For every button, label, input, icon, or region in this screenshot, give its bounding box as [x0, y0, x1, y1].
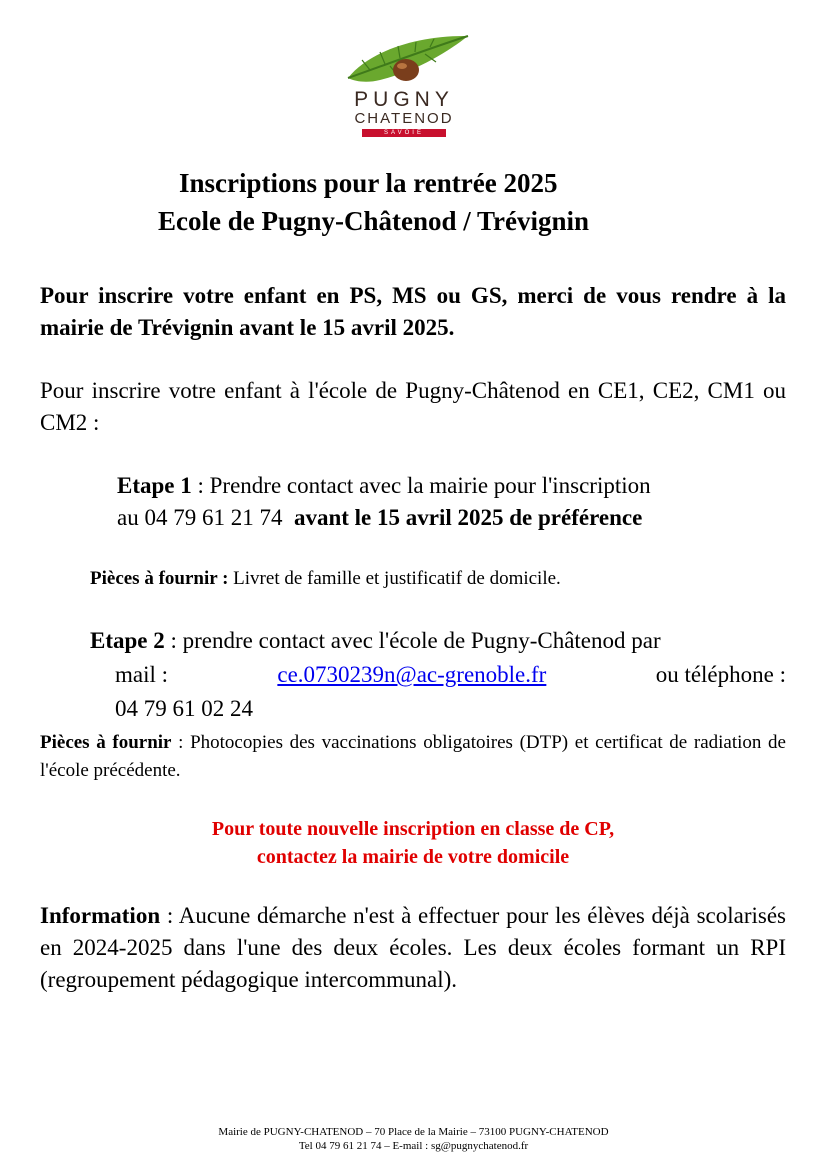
- pieces1-line: [90, 565, 561, 593]
- elementaire-intro: Pour inscrire votre enfant à l'école de Pugny-Châtenod en CE1, CE2, CM1 ou CM2 :: [40, 378, 786, 435]
- information-text: : Aucune démarche n'est à effectuer pour les élèves déjà scolarisés en 2024-2025 dans l'une des deux écoles. Les deux écoles formant un RPI (regroupement pédagogique intercommunal).: [40, 903, 786, 992]
- logo-region-band: SAVOIE: [362, 129, 446, 137]
- etape2-phone-label: ou téléphone :: [655, 662, 786, 687]
- maternelle-paragraph: Pour inscrire votre enfant en PS, MS ou GS, merci de vous rendre à la mairie de Trévignin avant le 15 avril 2025.: [40, 283, 786, 340]
- cp-notice-line2: contactez la mairie de votre domicile: [256, 846, 570, 868]
- etape1-deadline: avant le 15 avril 2025 de préférence: [293, 505, 643, 530]
- cp-notice: [40, 815, 786, 871]
- information-paragraph: [40, 900, 786, 996]
- pieces1-text: Livret de famille et justificatif de domicile.: [228, 568, 561, 589]
- title-line1: Inscriptions pour la rentrée 2025: [179, 168, 558, 198]
- etape2-label: Etape 2: [90, 628, 165, 653]
- etape1-label: Etape 1: [117, 473, 192, 498]
- title-line2: Ecole de Pugny-Châtenod / Trévignin: [158, 206, 590, 236]
- logo-town-line2: CHATENOD: [354, 110, 454, 127]
- pieces2-paragraph: [40, 729, 786, 785]
- pieces2-label: Pièces à fournir: [40, 732, 172, 753]
- pieces2-text: : Photocopies des vaccinations obligatoires (DTP) et certificat de radiation de l'école précédente.: [40, 732, 786, 781]
- etape2-line1: [90, 625, 661, 657]
- etape2-line2: [115, 659, 786, 691]
- school-email-link[interactable]: ce.0730239n@ac-grenoble.fr: [277, 662, 547, 687]
- footer-contact: Tel 04 79 61 21 74 – E-mail : sg@pugnychatenod.fr: [298, 1140, 529, 1152]
- municipal-logo: [340, 30, 470, 140]
- footer-address: Mairie de PUGNY-CHATENOD – 70 Place de la Mairie – 73100 PUGNY-CHATENOD: [218, 1126, 609, 1138]
- cp-notice-line1: Pour toute nouvelle inscription en classe de CP,: [211, 818, 615, 840]
- page-footer: [0, 1125, 827, 1153]
- etape2-text: : prendre contact avec l'école de Pugny-Châtenod par: [164, 628, 661, 653]
- logo-town-line1: PUGNY: [354, 88, 454, 111]
- etape1-phone: au 04 79 61 21 74: [117, 505, 283, 530]
- information-label: Information: [40, 903, 161, 928]
- pieces1-label: Pièces à fournir :: [90, 568, 229, 589]
- etape1-text: : Prendre contact avec la mairie pour l'inscription: [191, 473, 651, 498]
- etape1-block: [117, 470, 797, 534]
- etape2-mail-label: mail :: [115, 662, 169, 687]
- chestnut-leaf-icon: [340, 30, 470, 90]
- etape2-phone: 04 79 61 02 24: [115, 696, 253, 721]
